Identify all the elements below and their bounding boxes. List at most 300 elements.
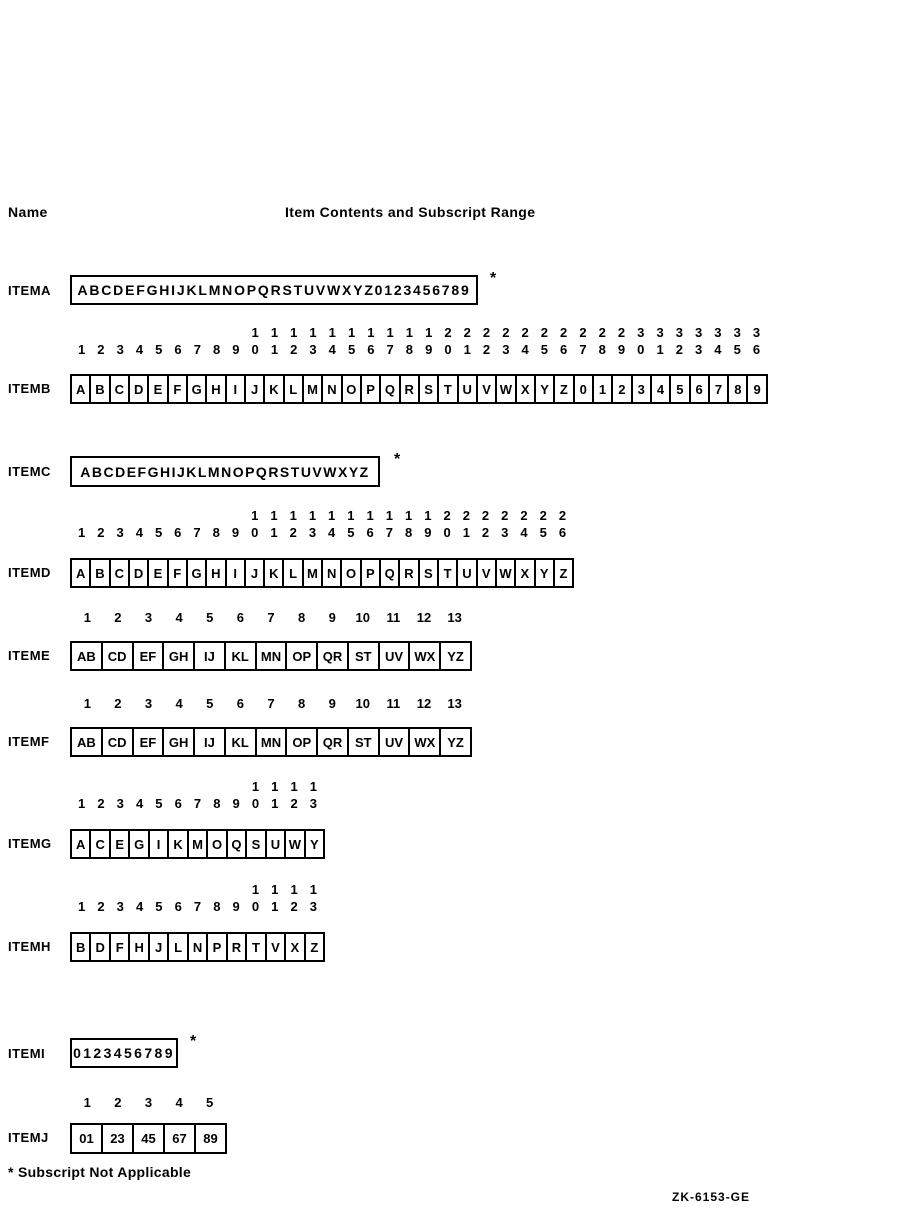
cell: AB [76, 648, 96, 664]
subscript-ones-digit: 0 [443, 525, 451, 540]
subscript-value: 7 [267, 610, 275, 625]
cell: 2 [611, 376, 630, 402]
subscript-tens-digit [99, 507, 103, 524]
subscript-number [207, 881, 226, 915]
subscript-tens-digit [234, 881, 238, 898]
subscript-value: 8 [297, 610, 306, 625]
subscript-number [72, 609, 103, 626]
footnote: * Subscript Not Applicable [8, 1164, 192, 1180]
subscript-ones-digit: 1 [270, 342, 279, 357]
subscript-ones-digit: 6 [367, 342, 375, 357]
cell: WX [408, 643, 439, 669]
subscript-number [149, 778, 168, 812]
subscript-tens-digit [234, 507, 238, 524]
subscript-number [130, 507, 149, 541]
cell: W [495, 376, 514, 402]
subscript-number [303, 324, 322, 358]
subscript-ones-digit: 2 [97, 796, 105, 811]
item-cells [70, 727, 472, 757]
subscript-tens-digit: 1 [251, 882, 260, 897]
subscript-ones-digit: 2 [482, 342, 491, 357]
subscript-number [573, 324, 592, 358]
subscript-tens-digit: 2 [520, 508, 528, 523]
cell: Z [553, 560, 572, 586]
subscript-tens-digit [99, 324, 103, 341]
subscript-tens-digit [157, 324, 161, 341]
cell: C [109, 560, 128, 586]
item-label-itemg: ITEMG [8, 836, 52, 851]
subscript-number [149, 881, 168, 915]
subscript-number [133, 609, 164, 626]
subscript-number [91, 881, 110, 915]
subscript-tens-digit: 1 [251, 508, 259, 523]
subscript-number [130, 324, 149, 358]
subscript-tens-digit: 1 [290, 882, 298, 897]
subscript-tens-digit: 2 [462, 508, 470, 523]
subscript-number [227, 881, 246, 915]
cell: T [245, 934, 264, 960]
subscript-number [458, 324, 477, 358]
subscript-value: 2 [114, 610, 122, 625]
cell: E [109, 831, 128, 857]
subscript-tens-digit [80, 507, 84, 524]
cell: K [263, 560, 282, 586]
cell: H [205, 560, 224, 586]
subscript-tens-digit [176, 778, 180, 795]
subscript-number [286, 695, 317, 712]
subscript-number [593, 324, 612, 358]
cell: Q [379, 376, 398, 402]
subscript-tens-digit: 1 [386, 325, 394, 340]
cell: IJ [193, 729, 224, 755]
cell: E [147, 560, 166, 586]
subscript-number [225, 695, 256, 712]
subscript-tens-digit [215, 881, 219, 898]
subscript-tens-digit: 1 [385, 508, 393, 523]
subscript-ones-digit: 2 [289, 525, 297, 540]
cell: 67 [163, 1125, 194, 1152]
subscript-number [631, 324, 650, 358]
item-label-itemc: ITEMC [8, 464, 51, 479]
subscript-value: 3 [144, 1095, 153, 1110]
subscript-ones-digit: 7 [386, 342, 394, 357]
subscript-number [188, 324, 207, 358]
cell: B [89, 376, 108, 402]
footnote-marker: * [190, 1033, 197, 1050]
subscript-number [72, 324, 91, 358]
cell: V [265, 934, 284, 960]
subscript-number [194, 1094, 225, 1111]
item-cells [70, 1123, 227, 1154]
subscript-number [91, 507, 110, 541]
subscript-value: 6 [236, 696, 244, 711]
cell: Y [304, 831, 323, 857]
subscript-number [361, 324, 380, 358]
subscript-ones-digit: 5 [540, 342, 548, 357]
cell: N [321, 376, 340, 402]
subscript-tens-digit: 1 [271, 882, 279, 897]
subscript-ones-digit: 6 [174, 525, 182, 540]
subscript-tens-digit: 1 [347, 508, 355, 523]
subscript-number [130, 778, 149, 812]
cell: V [476, 560, 495, 586]
subscript-ones-digit: 0 [251, 342, 259, 357]
subscript-value: 6 [236, 610, 244, 625]
subscript-number [91, 324, 110, 358]
subscript-tens-digit [157, 507, 161, 524]
figure-id: ZK-6153-GE [672, 1190, 751, 1204]
subscript-value: 1 [83, 1095, 91, 1110]
subscript-tens-digit: 1 [251, 779, 260, 794]
subscript-number [399, 507, 418, 541]
cell: Z [553, 376, 572, 402]
subscript-value: 3 [144, 610, 153, 625]
subscript-number [438, 324, 457, 358]
subscript-number [650, 324, 669, 358]
subscript-tens-digit: 1 [328, 508, 336, 523]
subscript-ones-digit: 3 [695, 342, 703, 357]
subscript-ones-digit: 9 [232, 899, 240, 914]
cell: 3 [631, 376, 650, 402]
subscript-number [381, 324, 400, 358]
subscript-number [226, 507, 245, 541]
cell: T [437, 376, 456, 402]
subscript-ones-digit: 7 [193, 525, 201, 540]
subscript-number [245, 507, 264, 541]
cell: J [244, 560, 263, 586]
subscript-value: 11 [386, 610, 401, 625]
subscript-number [130, 881, 149, 915]
cell: YZ [439, 729, 470, 755]
subscript-ones-digit: 4 [328, 342, 336, 357]
subscript-ones-digit: 3 [501, 525, 509, 540]
cell: F [109, 934, 128, 960]
subscript-value: 13 [447, 610, 462, 625]
subscript-ones-digit: 5 [347, 525, 355, 540]
subscript-ones-digit: 3 [116, 899, 124, 914]
subscript-tens-digit [157, 778, 161, 795]
subscript-tens-digit [214, 507, 218, 524]
subscript-number [341, 507, 360, 541]
subscript-tens-digit [99, 881, 103, 898]
subscript-ones-digit: 8 [404, 525, 413, 540]
subscript-number [728, 324, 747, 358]
cell: 4 [650, 376, 669, 402]
subscript-number [612, 324, 631, 358]
subscript-ones-digit: 2 [675, 342, 683, 357]
subscript-tens-digit: 1 [270, 508, 278, 523]
cell: A [75, 381, 86, 397]
subscript-value: 9 [328, 610, 336, 625]
item-label-itemd: ITEMD [8, 565, 51, 580]
cell: P [360, 376, 379, 402]
subscript-value: 3 [144, 696, 153, 711]
item-label-itemj: ITEMJ [8, 1130, 49, 1145]
subscript-ones-digit: 9 [231, 525, 240, 540]
subscript-number [553, 507, 572, 541]
subscript-ones-digit: 6 [366, 525, 374, 540]
cell: L [282, 560, 301, 586]
subscript-ones-digit: 4 [521, 342, 529, 357]
cell: 7 [708, 376, 727, 402]
cell: KL [224, 643, 255, 669]
subscript-number [670, 324, 689, 358]
subscript-tens-digit [99, 778, 103, 795]
subscript-number [419, 324, 438, 358]
subscript-tens-digit [118, 778, 122, 795]
subscript-number [323, 324, 342, 358]
subscript-tens-digit: 1 [366, 508, 374, 523]
subscript-row [72, 507, 572, 541]
subscript-ones-digit: 7 [385, 525, 393, 540]
cell: 0 [573, 376, 592, 402]
subscript-tens-digit: 1 [309, 779, 318, 794]
subscript-ones-digit: 1 [271, 899, 279, 914]
item-content-box: ABCDEFGHIJKLMNOPQRSTUVWXYZ0123456789 [70, 275, 478, 305]
item-label-iteme: ITEME [8, 648, 51, 663]
subscript-ones-digit: 6 [174, 342, 182, 357]
subscript-ones-digit: 6 [560, 342, 568, 357]
subscript-number [264, 507, 283, 541]
cell: L [283, 376, 302, 402]
subscript-ones-digit: 1 [78, 525, 86, 540]
subscript-value: 12 [416, 610, 432, 625]
subscript-number [689, 324, 708, 358]
subscript-ones-digit: 3 [309, 796, 318, 811]
subscript-tens-digit [176, 881, 180, 898]
subscript-ones-digit: 1 [271, 796, 279, 811]
subscript-tens-digit: 3 [656, 325, 664, 340]
subscript-tens-digit: 2 [463, 325, 471, 340]
subscript-number [535, 324, 554, 358]
cell: UV [378, 643, 409, 669]
subscript-ones-digit: 5 [347, 342, 356, 357]
cell: I [148, 831, 167, 857]
subscript-number [303, 507, 322, 541]
cell: X [284, 934, 303, 960]
subscript-tens-digit [118, 507, 122, 524]
subscript-row [72, 609, 470, 626]
cell: 1 [592, 376, 611, 402]
cell: G [186, 560, 205, 586]
cell: D [128, 376, 147, 402]
subscript-number [304, 881, 323, 915]
subscript-ones-digit: 2 [290, 342, 298, 357]
subscript-value: 10 [355, 610, 371, 625]
subscript-tens-digit [234, 778, 238, 795]
subscript-number [164, 695, 195, 712]
subscript-number [265, 324, 284, 358]
cell: OP [285, 729, 316, 755]
cell: K [167, 831, 186, 857]
subscript-tens-digit: 2 [482, 325, 491, 340]
subscript-tens-digit [138, 507, 142, 524]
cell: X [515, 376, 534, 402]
subscript-number [110, 507, 129, 541]
cell: H [128, 934, 147, 960]
subscript-tens-digit [195, 507, 199, 524]
subscript-tens-digit: 1 [289, 508, 297, 523]
cell: P [360, 560, 379, 586]
subscript-number [188, 881, 207, 915]
subscript-ones-digit: 2 [481, 525, 490, 540]
subscript-ones-digit: 6 [174, 899, 182, 914]
cell: 23 [101, 1125, 132, 1152]
subscript-number [476, 507, 495, 541]
cell: CD [101, 643, 132, 669]
subscript-tens-digit: 2 [444, 325, 452, 340]
subscript-ones-digit: 5 [154, 525, 163, 540]
subscript-tens-digit: 3 [714, 325, 722, 340]
subscript-tens-digit: 2 [539, 508, 547, 523]
cell: 9 [746, 376, 765, 402]
subscript-tens-digit: 2 [558, 508, 567, 523]
subscript-number [439, 695, 470, 712]
subscript-number [265, 881, 284, 915]
subscript-number [304, 778, 323, 812]
subscript-ones-digit: 4 [135, 342, 144, 357]
subscript-tens-digit: 2 [598, 325, 606, 340]
subscript-ones-digit: 1 [462, 525, 470, 540]
subscript-ones-digit: 2 [97, 342, 105, 357]
cell: J [244, 376, 263, 402]
cell: A [75, 565, 86, 581]
cell: MN [255, 729, 286, 755]
subscript-ones-digit: 9 [232, 342, 240, 357]
subscript-tens-digit: 1 [328, 325, 336, 340]
cell: GH [162, 643, 193, 669]
subscript-ones-digit: 1 [78, 342, 86, 357]
subscript-ones-digit: 7 [193, 342, 201, 357]
subscript-value: 2 [114, 696, 122, 711]
subscript-ones-digit: 2 [290, 796, 298, 811]
subscript-number [187, 507, 206, 541]
item-label-itema: ITEMA [8, 283, 51, 298]
subscript-number [111, 324, 130, 358]
subscript-ones-digit: 0 [444, 342, 452, 357]
cell: ST [347, 729, 378, 755]
item-label-itemb: ITEMB [8, 381, 51, 396]
cell: H [205, 376, 224, 402]
subscript-number [194, 695, 225, 712]
subscript-ones-digit: 5 [155, 899, 163, 914]
cell: QR [316, 729, 347, 755]
subscript-number [149, 324, 168, 358]
subscript-ones-digit: 4 [135, 796, 144, 811]
cell: Y [534, 560, 553, 586]
subscript-number [515, 324, 534, 358]
cell: E [147, 376, 166, 402]
cell: Z [304, 934, 323, 960]
cell: M [302, 560, 321, 586]
subscript-number [409, 609, 440, 626]
cell: GH [162, 729, 193, 755]
cell: OP [285, 643, 316, 669]
subscript-number [207, 507, 226, 541]
subscript-number [342, 324, 361, 358]
subscript-number [265, 778, 284, 812]
subscript-tens-digit [118, 881, 122, 898]
subscript-number [317, 609, 348, 626]
subscript-number [194, 609, 225, 626]
subscript-tens-digit: 1 [308, 508, 317, 523]
cell: EF [132, 643, 163, 669]
subscript-ones-digit: 1 [463, 342, 471, 357]
cell: V [476, 376, 495, 402]
subscript-ones-digit: 3 [308, 525, 317, 540]
subscript-value: 5 [206, 696, 214, 711]
subscript-number [284, 881, 303, 915]
subscript-ones-digit: 0 [251, 525, 259, 540]
cell: S [418, 376, 437, 402]
subscript-ones-digit: 1 [270, 525, 278, 540]
subscript-ones-digit: 6 [558, 525, 567, 540]
subscript-tens-digit: 2 [540, 325, 548, 340]
subscript-tens-digit: 2 [579, 325, 587, 340]
subscript-tens-digit: 2 [617, 325, 626, 340]
subscript-tens-digit [196, 881, 200, 898]
cell: Q [379, 560, 398, 586]
subscript-number [168, 507, 187, 541]
subscript-number [149, 507, 168, 541]
subscript-ones-digit: 4 [520, 525, 528, 540]
subscript-tens-digit [138, 881, 142, 898]
subscript-number [103, 1094, 134, 1111]
cell: U [456, 560, 475, 586]
subscript-ones-digit: 8 [213, 899, 221, 914]
subscript-value: 7 [267, 696, 275, 711]
subscript-value: 10 [355, 696, 371, 711]
cell: L [167, 934, 186, 960]
subscript-tens-digit [157, 881, 161, 898]
subscript-tens-digit: 1 [347, 325, 356, 340]
subscript-number [103, 609, 134, 626]
subscript-number [400, 324, 419, 358]
item-cells [70, 374, 768, 404]
subscript-ones-digit: 6 [174, 796, 182, 811]
subscript-number [256, 695, 287, 712]
subscript-number [169, 881, 188, 915]
subscript-tens-digit: 1 [270, 325, 279, 340]
subscript-ones-digit: 2 [97, 525, 105, 540]
cell: YZ [439, 643, 470, 669]
cell: A [76, 836, 86, 852]
subscript-number [72, 695, 103, 712]
subscript-ones-digit: 7 [193, 796, 202, 811]
cell: U [265, 831, 284, 857]
subscript-value: 4 [175, 610, 183, 625]
cell: K [263, 376, 282, 402]
cell: D [89, 934, 108, 960]
subscript-value: 5 [206, 1095, 214, 1110]
subscript-ones-digit: 9 [425, 342, 433, 357]
subscript-tens-digit: 1 [290, 325, 298, 340]
subscript-ones-digit: 7 [193, 899, 202, 914]
subscript-tens-digit [176, 324, 180, 341]
subscript-value: 13 [447, 696, 462, 711]
subscript-ones-digit: 4 [135, 899, 144, 914]
subscript-number [72, 778, 91, 812]
item-cells [70, 829, 325, 859]
subscript-number [72, 881, 91, 915]
cell: 89 [194, 1125, 225, 1152]
subscript-ones-digit: 9 [424, 525, 432, 540]
subscript-ones-digit: 8 [212, 525, 220, 540]
cell: J [148, 934, 167, 960]
item-label-itemh: ITEMH [8, 939, 51, 954]
subscript-number [246, 881, 265, 915]
subscript-ones-digit: 4 [714, 342, 722, 357]
